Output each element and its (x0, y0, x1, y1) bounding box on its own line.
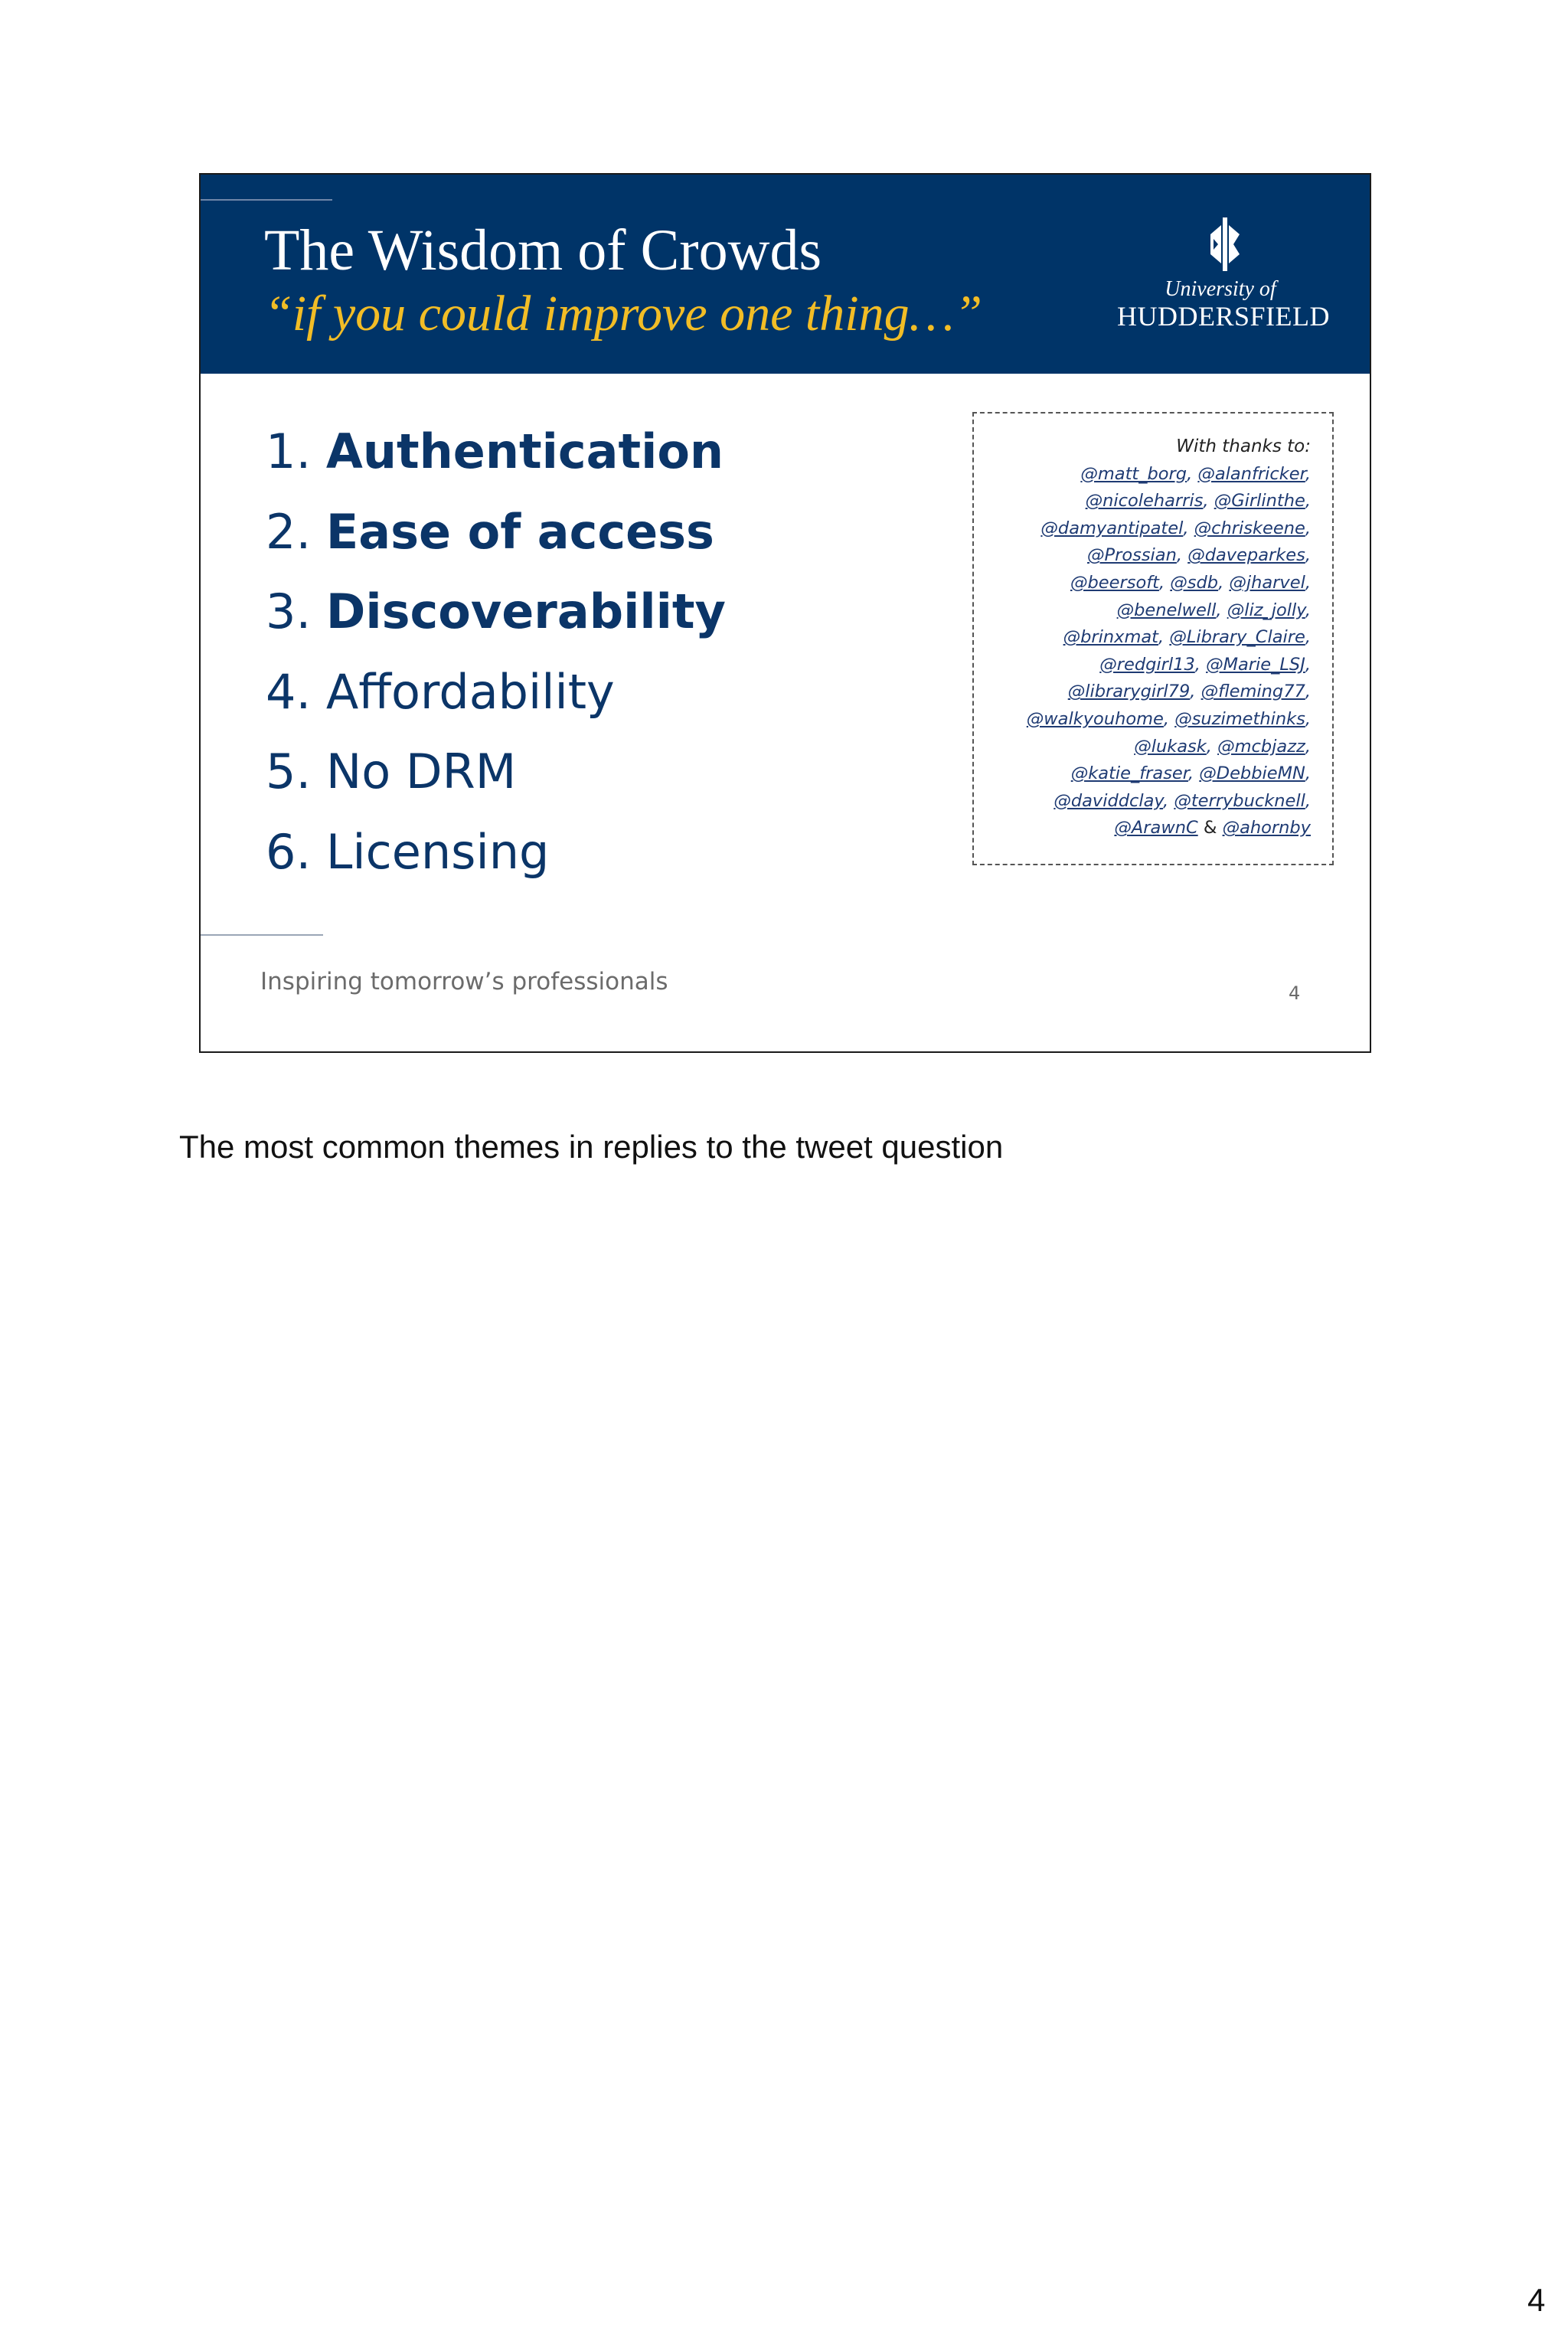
acknowledgement-line: @benelwell, @liz_jolly, (1116, 600, 1311, 620)
acknowledgement-line: @nicoleharris, @Girlinthe, (1085, 491, 1311, 512)
acknowledgement-line: @redgirl13, @Marie_LSJ, (1099, 654, 1311, 675)
twitter-handle-link[interactable]: @walkyouhome (1026, 708, 1164, 729)
acknowledgement-line: @matt_borg, @alanfricker, (1080, 463, 1311, 484)
theme-label: Discoverability (325, 584, 726, 639)
theme-label: Ease of access (325, 503, 714, 560)
acknowledgement-line: @beersoft, @sdb, @jharvel, (1070, 572, 1311, 593)
theme-number: 5. (266, 744, 312, 799)
theme-label: Authentication (325, 423, 724, 479)
theme-item (266, 492, 726, 573)
university-logo (1117, 217, 1331, 340)
twitter-handle-link[interactable]: @fleming77 (1200, 682, 1305, 702)
twitter-handle-link[interactable]: @suzimethinks (1174, 708, 1305, 729)
twitter-handle-link[interactable]: @mcbjazz (1217, 736, 1305, 757)
twitter-handle-link[interactable]: @brinxmat (1063, 627, 1158, 648)
footer-tagline: Inspiring tomorrow’s professionals (260, 968, 668, 995)
logo-text-huddersfield: HUDDERSFIELD (1117, 301, 1331, 332)
slide-subtitle: “if you could improve one thing…” (264, 286, 982, 342)
twitter-handle-link[interactable]: @Prossian (1087, 545, 1177, 566)
acknowledgement-line (974, 815, 1311, 842)
twitter-handle-link[interactable]: @damyantipatel (1040, 518, 1184, 538)
twitter-handle-link[interactable]: @beersoft (1070, 572, 1159, 593)
theme-item (266, 812, 726, 893)
theme-label: Affordability (325, 663, 615, 720)
twitter-handle-link[interactable]: @DebbieMN (1199, 763, 1305, 784)
acknowledgement-line: @walkyouhome, @suzimethinks, (1026, 708, 1311, 729)
twitter-handle-link[interactable]: @katie_fraser (1070, 763, 1188, 784)
twitter-handle-link[interactable]: @liz_jolly (1227, 600, 1305, 620)
acknowledgement-line: @lukask, @mcbjazz, (1134, 736, 1311, 757)
twitter-handle-link[interactable]: @jharvel (1229, 572, 1305, 593)
twitter-handle-link[interactable]: @benelwell (1116, 600, 1217, 620)
twitter-handle-link[interactable]: @librarygirl79 (1067, 682, 1191, 702)
speaker-notes: The most common themes in replies to the tweet question (179, 1129, 1004, 1165)
acknowledgements-title: With thanks to: (1176, 436, 1311, 456)
theme-item (266, 412, 726, 492)
acknowledgement-line: @katie_fraser, @DebbieMN, (1070, 763, 1311, 784)
acknowledgement-line: @Prossian, @daveparkes, (1087, 545, 1311, 566)
themes-list (266, 412, 726, 892)
twitter-handle-link[interactable]: @daviddclay (1054, 790, 1163, 811)
twitter-handle-link[interactable]: @nicoleharris (1085, 491, 1204, 512)
theme-item (266, 732, 726, 812)
ampersand: & (1203, 818, 1217, 838)
twitter-handle-link[interactable]: @Marie_LSJ (1206, 654, 1305, 675)
twitter-handle-link[interactable]: @daveparkes (1187, 545, 1305, 566)
twitter-handle-link[interactable]: @matt_borg (1080, 463, 1187, 484)
acknowledgement-line: @brinxmat, @Library_Claire, (1063, 627, 1311, 648)
twitter-handle-link[interactable]: @Girlinthe (1214, 491, 1305, 512)
footer-divider (201, 934, 323, 936)
theme-number: 3. (266, 584, 312, 639)
theme-number: 1. (266, 423, 312, 479)
acknowledgements-box (972, 412, 1334, 865)
theme-number: 4. (266, 663, 312, 720)
logo-text-university-of: University of (1165, 277, 1276, 301)
twitter-handle-link[interactable]: @ahornby (1222, 818, 1311, 838)
slide-title: The Wisdom of Crowds (264, 218, 822, 283)
twitter-handle-link[interactable]: @lukask (1134, 736, 1207, 757)
twitter-handle-link[interactable]: @sdb (1170, 572, 1219, 593)
twitter-handle-link[interactable]: @Library_Claire (1169, 627, 1305, 648)
slide-number: 4 (1289, 982, 1301, 1004)
slide-header (201, 175, 1370, 374)
theme-number: 2. (266, 503, 312, 560)
university-crest-icon (1207, 217, 1243, 271)
theme-item (266, 572, 726, 652)
acknowledgement-line: @librarygirl79, @fleming77, (1067, 682, 1311, 702)
theme-label: No DRM (325, 744, 517, 799)
theme-item (266, 652, 726, 733)
twitter-handle-link[interactable]: @redgirl13 (1099, 654, 1195, 675)
theme-number: 6. (266, 823, 312, 880)
theme-label: Licensing (325, 823, 550, 880)
page-number: 4 (1527, 2282, 1546, 2318)
header-divider (201, 199, 332, 201)
twitter-handle-link[interactable]: @alanfricker (1197, 463, 1305, 484)
acknowledgement-line: @daviddclay, @terrybucknell, (1054, 790, 1311, 811)
slide (199, 173, 1371, 1053)
twitter-handle-link[interactable]: @chriskeene (1194, 518, 1305, 538)
acknowledgement-line: @damyantipatel, @chriskeene, (1040, 518, 1311, 538)
twitter-handle-link[interactable]: @ArawnC (1114, 818, 1198, 838)
twitter-handle-link[interactable]: @terrybucknell (1174, 790, 1305, 811)
